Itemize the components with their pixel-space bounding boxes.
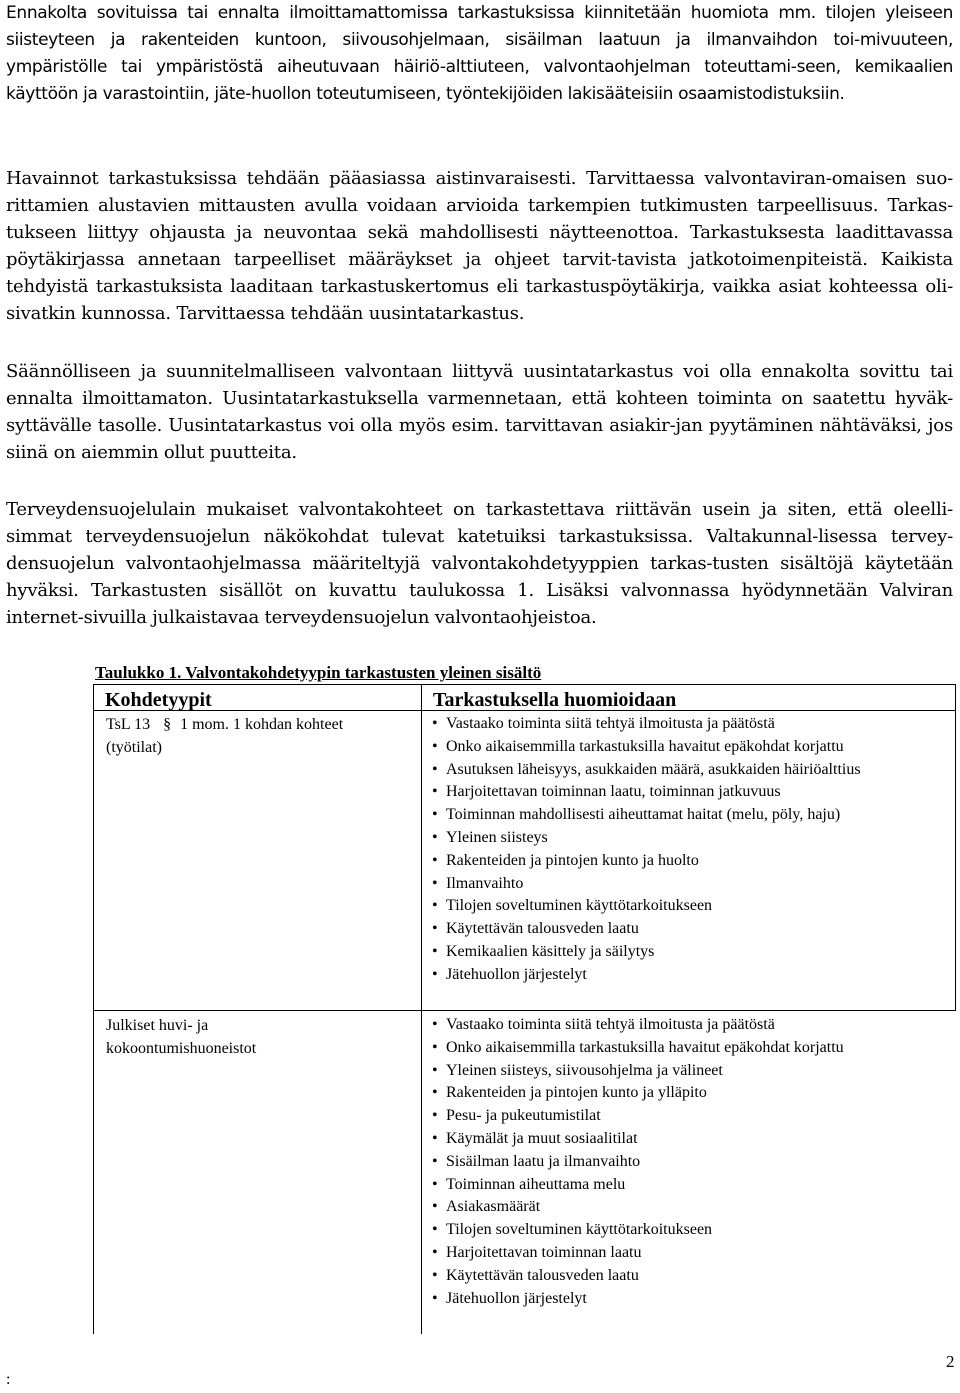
list-item — [432, 850, 952, 873]
bullet-icon: • — [432, 1107, 438, 1125]
section-sign: § — [163, 716, 172, 733]
bullet-icon: • — [432, 760, 438, 778]
table-right-border — [955, 684, 956, 1011]
bullet-icon: • — [432, 1129, 438, 1147]
bullet-icon: • — [432, 715, 438, 732]
list-item-text: Harjoitettavan toiminnan laatu, toiminnan jatkuvuus — [446, 783, 781, 801]
header-inspection-points: Tarkastuksella huomioidaan — [433, 689, 677, 711]
paragraph-inspection-focus: Ennakolta sovituissa tai ennalta ilmoittamattomissa tarkastuksissa kiinnitetään huomiota mm. tilojen yleiseen siisteyteen ja rakenteiden kuntoon, siivousohjelmaan, sisäilman laatuun ja ilmanvaihdon toi-mivuuteen, ympäristölle tai ympäristöstä aiheutuvaan häiriö-alttiuteen, valvontaohjelman toteuttami-seen, kemikaalien käyttöön ja varastointiin, jäte-huollon toteutumiseen, työntekijöiden lakisääteisiin osaamistodistuksiin. — [6, 3, 953, 104]
header-target-types: Kohdetyypit — [105, 689, 212, 711]
bullet-icon: • — [432, 828, 438, 846]
list-item — [432, 1060, 952, 1083]
bullet-icon: • — [432, 851, 438, 869]
list-item-text: Pesu- ja pukeutumistilat — [446, 1107, 601, 1125]
bullet-icon: • — [432, 1243, 438, 1261]
list-item — [432, 1265, 952, 1288]
list-item — [432, 918, 952, 941]
list-item — [432, 1082, 952, 1105]
list-item — [432, 1196, 952, 1219]
bullet-icon: • — [432, 1084, 438, 1102]
footer-mark: : — [6, 1371, 11, 1388]
list-item — [432, 781, 952, 804]
bullet-icon: • — [432, 942, 438, 960]
table-caption: Taulukko 1. Valvontakohdetyypin tarkastusten yleinen sisältö — [95, 663, 542, 682]
list-item-text: Rakenteiden ja pintojen kunto ja huolto — [446, 851, 699, 869]
list-item-text: Yleinen siisteys, siivousohjelma ja välineet — [446, 1061, 723, 1079]
row-public-halls-target — [106, 1014, 406, 1060]
target-law-detail: 1 mom. 1 kohdan kohteet — [180, 716, 344, 733]
bullet-icon: • — [432, 1221, 438, 1239]
bullet-icon: • — [432, 1175, 438, 1193]
list-item — [432, 736, 952, 759]
row-workspaces-target — [106, 713, 406, 759]
list-item — [432, 1219, 952, 1242]
list-item-text: Asutuksen läheisyys, asukkaiden määrä, asukkaiden häiriöalttius — [446, 760, 861, 778]
list-item-text: Sisäilman laatu ja ilmanvaihto — [446, 1152, 641, 1170]
paragraph-supervision-targets: Terveydensuojelulain mukaiset valvontakohteet on tarkastettava riittävän usein ja siten, että oleelli-simmat terveydensuojelun näkökohdat tulevat katetuiksi tarkastuksissa. Valtakunnal-lisessa tervey-densuojelun valvontaohjelmassa määriteltyjä valvontakohdetyyppien tarkas-tusten sisältöjä käytetään hyväksi. Tarkastusten sisällöt on kuvattu taulukossa 1. Lisäksi valvonnassa hyödynnetään Valviran internet-sivuilla julkaistavaa terveydensuojelun valvontaohjeistoa. — [6, 499, 953, 628]
bullet-icon: • — [432, 1289, 438, 1307]
list-item — [432, 941, 952, 964]
bullet-icon: • — [432, 874, 438, 892]
bullet-icon: • — [432, 1061, 438, 1079]
list-item-text: Ilmanvaihto — [446, 874, 524, 892]
list-item — [432, 713, 952, 736]
list-item — [432, 827, 952, 850]
list-item-text: Tilojen soveltuminen käyttötarkoitukseen — [446, 897, 713, 915]
bullet-icon: • — [432, 897, 438, 915]
list-item — [432, 1014, 952, 1037]
list-item — [432, 1128, 952, 1151]
list-item-text: Rakenteiden ja pintojen kunto ja ylläpito — [446, 1084, 707, 1102]
bullet-icon: • — [432, 1266, 438, 1284]
bullet-icon: • — [432, 737, 438, 755]
list-item — [432, 964, 952, 987]
table-column-divider — [421, 684, 422, 1334]
list-item — [432, 873, 952, 896]
target-workspaces-label: (työtilat) — [106, 739, 162, 756]
table-row-divider — [93, 1010, 956, 1011]
list-item — [432, 1037, 952, 1060]
list-item — [432, 1242, 952, 1265]
paragraph-observations: Havainnot tarkastuksissa tehdään pääasiassa aistinvaraisesti. Tarvittaessa valvontaviran-omaisen suo-rittamien alustavien mittausten avulla voidaan arvioida tarkempien tutkimusten tarpeellisuus. Tarkas-tukseen liittyy ohjausta ja neuvontaa sekä mahdollisesti näytteenottoa. Tarkastuksesta laadittavassa pöytäkirjassa annetaan tarpeelliset määräykset ja ohjeet tarvit-tavista jatkotoimenpiteistä. Kaikista tehdyistä tarkastuksista laaditaan tarkastuskertomus eli tarkastuspöytäkirja, vaikka asiat kohteessa oli-sivatkin kunnossa. Tarvittaessa tehdään uusintatarkastus. — [6, 168, 953, 324]
bullet-icon: • — [432, 1038, 438, 1056]
bullet-icon: • — [432, 1152, 438, 1170]
list-item-text: Käymälät ja muut sosiaalitilat — [446, 1129, 638, 1147]
workspaces-inspection-list — [432, 713, 952, 987]
list-item-text: Toiminnan aiheuttama melu — [446, 1175, 626, 1193]
list-item — [432, 804, 952, 827]
bullet-icon: • — [432, 920, 438, 938]
paragraph-reinspection: Säännölliseen ja suunnitelmalliseen valvontaan liittyvä uusintatarkastus voi olla ennakolta sovittu tai ennalta ilmoittamaton. Uusintatarkastuksella varmennetaan, että kohteen toiminta on saatettu hyväk-syttävälle tasolle. Uusintatarkastus voi olla myös esim. tarvittavan asiakir-jan pyytäminen nähtäväksi, jos siinä on aiemmin ollut puutteita. — [6, 361, 953, 463]
bullet-icon: • — [432, 965, 438, 983]
bullet-icon: • — [432, 1198, 438, 1216]
page-number: 2 — [946, 1352, 955, 1371]
list-item — [432, 1151, 952, 1174]
list-item-text: Onko aikaisemmilla tarkastuksilla havaitut epäkohdat korjattu — [446, 1038, 844, 1056]
list-item-text: Tilojen soveltuminen käyttötarkoitukseen — [446, 1221, 713, 1239]
list-item-text: Harjoitettavan toiminnan laatu — [446, 1243, 642, 1261]
list-item — [432, 1174, 952, 1197]
list-item-text: Yleinen siisteys — [446, 828, 548, 846]
list-item — [432, 1105, 952, 1128]
table-left-border — [93, 684, 94, 1334]
list-item-text: Vastaako toiminta siitä tehtyä ilmoitusta ja päätöstä — [446, 715, 775, 732]
target-public-halls-line1: Julkiset huvi- ja — [106, 1017, 209, 1034]
list-item-text: Käytettävän talousveden laatu — [446, 920, 639, 938]
bullet-icon: • — [432, 806, 438, 824]
list-item-text: Kemikaalien käsittely ja säilytys — [446, 942, 655, 960]
list-item — [432, 1288, 952, 1311]
public-halls-inspection-list — [432, 1014, 952, 1310]
target-law-ref: TsL 13 — [106, 716, 151, 733]
list-item-text: Jätehuollon järjestelyt — [446, 965, 587, 983]
list-item-text: Vastaako toiminta siitä tehtyä ilmoitusta ja päätöstä — [446, 1016, 775, 1033]
list-item-text: Käytettävän talousveden laatu — [446, 1266, 639, 1284]
bullet-icon: • — [432, 783, 438, 801]
target-public-halls-line2: kokoontumishuoneistot — [106, 1040, 257, 1057]
list-item-text: Toiminnan mahdollisesti aiheuttamat haitat (melu, pöly, haju) — [446, 806, 841, 824]
list-item — [432, 895, 952, 918]
list-item — [432, 759, 952, 782]
table-top-border — [93, 684, 956, 685]
list-item-text: Asiakasmäärät — [446, 1198, 541, 1216]
bullet-icon: • — [432, 1016, 438, 1033]
list-item-text: Jätehuollon järjestelyt — [446, 1289, 587, 1307]
list-item-text: Onko aikaisemmilla tarkastuksilla havaitut epäkohdat korjattu — [446, 737, 844, 755]
